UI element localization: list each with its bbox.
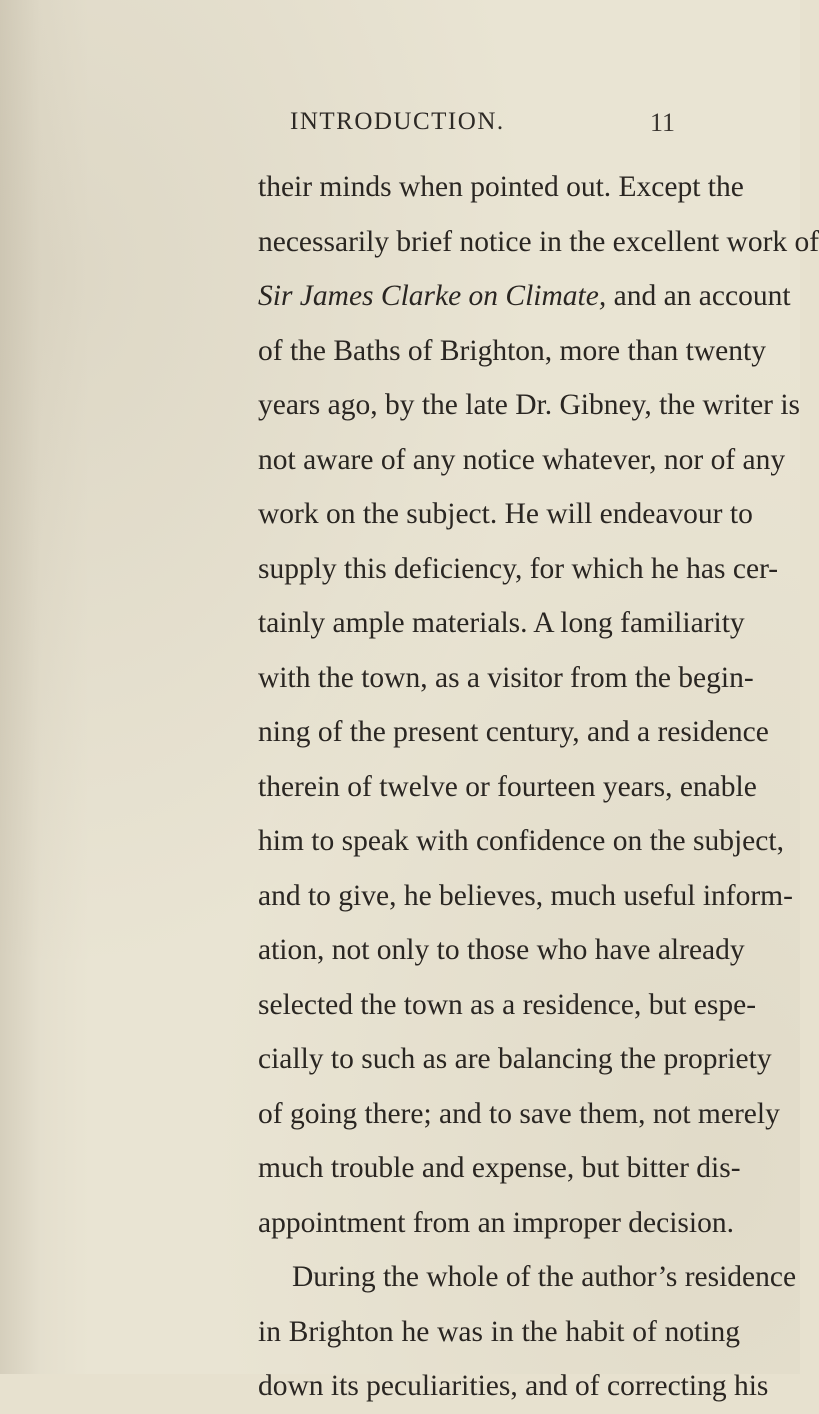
italic-reference: Sir James Clarke on Climate, (258, 280, 607, 312)
text-line: of the Baths of Brighton, more than twenty (258, 334, 766, 367)
text-line: their minds when pointed out. Except the (258, 171, 744, 203)
text-line: of going there; and to save them, not merely (258, 1097, 780, 1130)
text-line: years ago, by the late Dr. Gibney, the writer is (258, 389, 801, 421)
text-line: much trouble and expense, but bitter dis- (258, 1152, 741, 1184)
text-line (258, 269, 791, 324)
paragraph-last-line: appointment from an improper decision. (258, 1206, 734, 1239)
paragraph-first-line: During the whole of the author’s residence (292, 1261, 797, 1293)
text-line: supply this deficiency, for which he has cer- (258, 552, 779, 585)
text-line: necessarily brief notice in the excellent work of (258, 225, 819, 258)
running-header (0, 108, 800, 148)
text-line: selected the town as a residence, but espe- (258, 988, 757, 1021)
text-line: cially to such as are balancing the propriety (258, 1043, 772, 1075)
text-line: work on the subject. He will endeavour to (258, 498, 753, 530)
text-line: therein of twelve or fourteen years, enable (258, 770, 757, 803)
text-line: not aware of any notice whatever, nor of any (258, 443, 786, 476)
text-line: ning of the present century, and a residence (258, 716, 769, 748)
text-line: tainly ample materials. A long familiarity (258, 607, 745, 639)
text-line: and to give, he believes, much useful inform- (258, 879, 793, 912)
text-line: him to speak with confidence on the subject, (258, 825, 784, 857)
body-text (258, 160, 819, 1414)
page-number: 11 (650, 108, 676, 137)
running-title: INTRODUCTION. (290, 108, 505, 135)
text-line: with the town, as a visitor from the begin- (258, 661, 754, 694)
text-line: down its peculiarities, and of correcting his (258, 1370, 769, 1402)
text-line: in Brighton he was in the habit of noting (258, 1315, 740, 1348)
text-line-rest: and an account (613, 280, 791, 312)
text-line: ation, not only to those who have already (258, 934, 745, 966)
